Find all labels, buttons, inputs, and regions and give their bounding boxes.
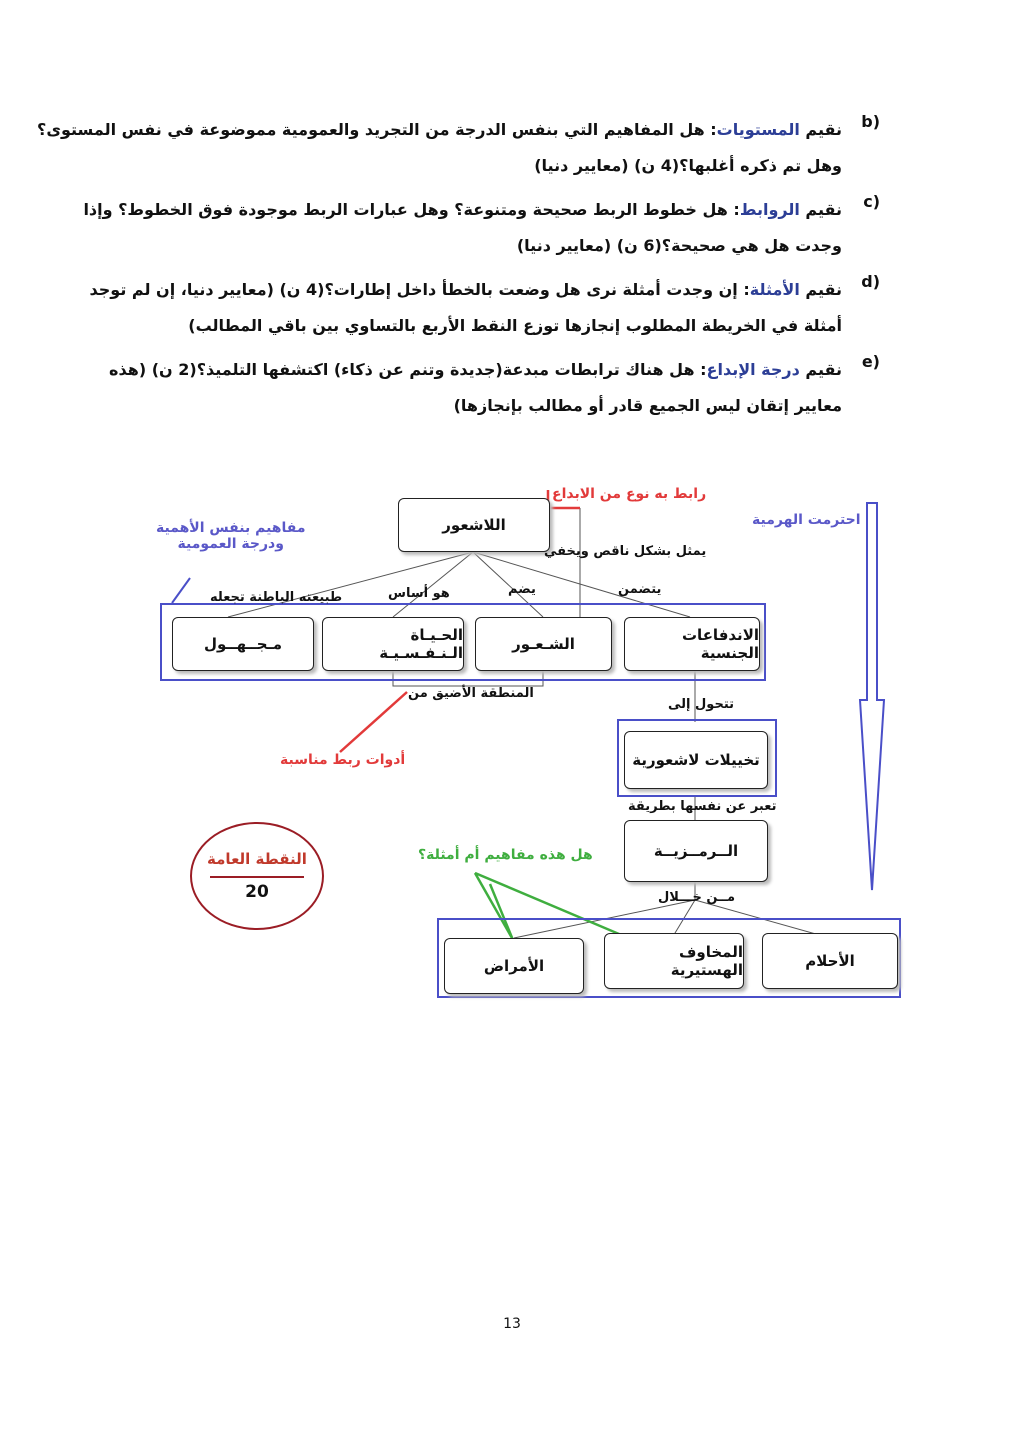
link-label: تعبر عن نفسها بطريقة <box>628 799 777 814</box>
concept-unknown: مـجــهــول <box>172 617 314 671</box>
annotation-line: ودرجة العمومية <box>177 536 284 552</box>
line-text: وهل تم ذكره أغلبها؟(4 ن) (معايير دنيا) <box>534 156 842 175</box>
annotation-question: هل هذه مفاهيم أم أمثلة؟ <box>418 847 593 863</box>
criterion-line <box>110 148 842 184</box>
link-label: يتضمن <box>618 582 662 597</box>
concept-illnesses: الأمراض <box>444 938 584 994</box>
criterion-line <box>110 228 842 264</box>
total-score-badge <box>190 822 324 930</box>
annotation-same-importance <box>156 520 306 552</box>
total-score-value: 20 <box>245 882 269 902</box>
annotation-line: مفاهيم بنفس الأهمية <box>156 520 306 536</box>
criterion-line <box>37 112 842 148</box>
criterion-letter: b) <box>861 112 880 131</box>
annotation-creative: رابط به نوع من الابداع <box>552 486 707 502</box>
criterion-d <box>89 272 880 344</box>
concept-dreams: الأحلام <box>762 933 898 989</box>
line-prefix: نقيم <box>799 280 842 299</box>
criterion-e <box>110 352 880 424</box>
link-label: هو أساس <box>388 586 450 601</box>
criterion-c <box>83 192 880 264</box>
line-text: أمثلة في الخريطة المطلوب إنجازها توزع النقط الأربع بالتساوي بين باقي المطالب) <box>188 316 842 335</box>
link-label: تتحول إلى <box>668 697 735 712</box>
link-label: مــن خـــلال <box>658 890 736 905</box>
annotation-hierarchy: احترمت الهرمية <box>752 512 861 528</box>
link-label: المنطقة الأضيق من <box>408 686 534 701</box>
concept-hysteric-fears: المخاوف الهستيرية <box>604 933 744 989</box>
criterion-line <box>110 352 842 388</box>
concept-symbolism: الــرمــزيــة <box>624 820 768 882</box>
criteria-list <box>37 112 880 432</box>
criterion-keyword: الروابط <box>739 200 800 219</box>
criterion-b <box>37 112 880 184</box>
line-prefix: نقيم <box>799 200 842 219</box>
link-label: يمثل بشكل ناقص ويخفي <box>544 544 707 559</box>
criterion-letter: e) <box>861 352 880 371</box>
line-text: : إن وجدت أمثلة نرى هل وضعت بالخطأ داخل إطارات؟(4 ن) (معايير دنيا، إن لم توجد <box>89 280 750 299</box>
line-text: معايير إتقان ليس الجميع قادر أو مطالب بإنجازها) <box>453 396 842 415</box>
criterion-letter: d) <box>861 272 880 291</box>
line-text: : هل خطوط الربط صحيحة ومتنوعة؟ وهل عبارات الربط موجودة فوق الخطوط؟ وإذا <box>83 200 740 219</box>
concept-sexual-drives: الاندفاعات الجنسية <box>624 617 760 671</box>
annotation-tools: أدوات ربط مناسبة <box>280 752 406 768</box>
line-text: : هل هناك ترابطات مبدعة(جديدة وتنم عن ذكاء) اكتشفها التلميذ؟(2 ن) (هذه <box>109 360 707 379</box>
criterion-keyword: درجة الإبداع <box>706 360 800 379</box>
line-text: : هل المفاهيم التي بنفس الدرجة من التجريد والعمومية مموضوعة في نفس المستوى؟ <box>37 120 717 139</box>
page-number: 13 <box>503 1316 521 1332</box>
line-text: وجدت هل هي صحيحة؟(6 ن) (معايير دنيا) <box>516 236 842 255</box>
criterion-line <box>110 388 842 424</box>
concept-fantasies: تخييلات لاشعورية <box>624 731 768 789</box>
total-score-divider <box>210 876 304 878</box>
link-label: طبيعته الباطنة تجعله <box>210 590 343 605</box>
criterion-keyword: الأمثلة <box>749 280 800 299</box>
criterion-letter: c) <box>863 192 880 211</box>
criterion-keyword: المستويات <box>716 120 800 139</box>
criterion-line <box>89 272 842 308</box>
line-prefix: نقيم <box>799 360 842 379</box>
concept-consciousness: الشـعـور <box>475 617 612 671</box>
link-label: يضم <box>508 582 536 597</box>
concept-root: اللاشعور <box>398 498 550 552</box>
criterion-line <box>83 192 842 228</box>
concept-psychic-life: الحـيـاة الـنـفـسـيـة <box>322 617 464 671</box>
criterion-line <box>110 308 842 344</box>
line-prefix: نقيم <box>799 120 842 139</box>
total-score-title: النقطة العامة <box>207 850 307 868</box>
